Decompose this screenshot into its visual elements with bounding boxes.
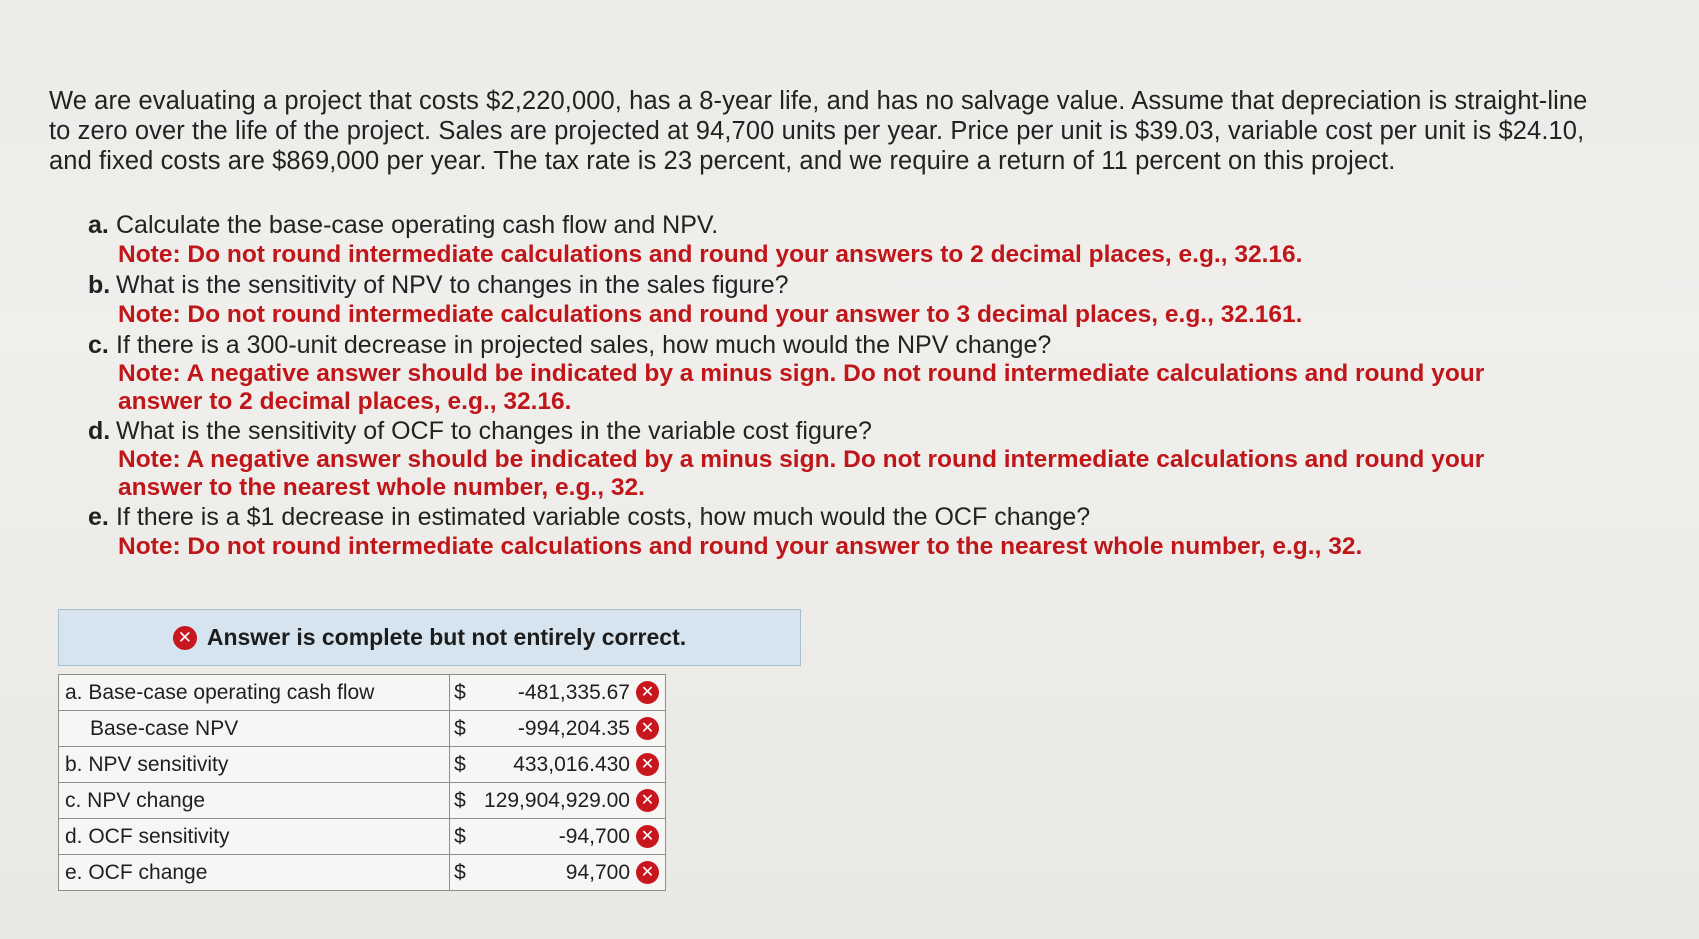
answer-cell[interactable] [450, 675, 666, 711]
table-row [59, 855, 666, 891]
answer-cell[interactable] [450, 855, 666, 891]
question-text: What is the sensitivity of OCF to changes in the variable cost figure? [116, 417, 872, 445]
row-label: d. OCF sensitivity [59, 819, 450, 855]
currency-symbol: $ [454, 860, 466, 884]
answer-value[interactable]: 129,904,929.00 [484, 788, 630, 812]
question-text: Calculate the base-case operating cash flow and NPV. [116, 211, 719, 239]
answer-value[interactable]: 94,700 [565, 860, 630, 884]
row-label: a. Base-case operating cash flow [59, 675, 450, 711]
incorrect-icon: ✕ [636, 681, 659, 704]
question-list [88, 210, 1588, 562]
answer-value[interactable]: -994,204.35 [517, 716, 630, 740]
row-label: b. NPV sensitivity [59, 747, 450, 783]
incorrect-icon: ✕ [636, 825, 659, 848]
question-e [88, 502, 1588, 562]
question-letter: a. [88, 211, 109, 239]
answer-value[interactable]: 433,016.430 [513, 752, 630, 776]
answer-table [58, 674, 666, 891]
currency-symbol: $ [454, 788, 466, 812]
currency-symbol: $ [454, 824, 466, 848]
row-label: e. OCF change [59, 855, 450, 891]
answer-value[interactable]: -481,335.67 [517, 680, 630, 704]
answer-cell[interactable] [450, 747, 666, 783]
answer-cell[interactable] [450, 819, 666, 855]
question-note: Note: A negative answer should be indicated by a minus sign. Do not round intermediate calculations and round your answer to the nearest whole number, e.g., 32. [118, 446, 1485, 501]
table-row [59, 747, 666, 783]
answer-cell[interactable] [450, 783, 666, 819]
table-row [59, 711, 666, 747]
answer-cell[interactable] [450, 711, 666, 747]
row-label: c. NPV change [59, 783, 450, 819]
question-note: Note: Do not round intermediate calculations and round your answer to 3 decimal places, e.g., 32.161. [118, 301, 1303, 328]
question-text: What is the sensitivity of NPV to changes in the sales figure? [116, 271, 789, 299]
question-text: If there is a 300-unit decrease in projected sales, how much would the NPV change? [116, 331, 1052, 359]
question-note: Note: A negative answer should be indicated by a minus sign. Do not round intermediate calculations and round your answer to 2 decimal places, e.g., 32.16. [118, 360, 1485, 415]
question-letter: c. [88, 331, 109, 359]
currency-symbol: $ [454, 752, 466, 776]
question-letter: b. [88, 271, 111, 299]
question-note: Note: Do not round intermediate calculations and round your answers to 2 decimal places, e.g., 32.16. [118, 241, 1303, 268]
incorrect-icon: ✕ [636, 789, 659, 812]
incorrect-icon: ✕ [636, 717, 659, 740]
question-text: If there is a $1 decrease in estimated variable costs, how much would the OCF change? [116, 503, 1091, 531]
question-b [88, 270, 1588, 330]
question-letter: e. [88, 503, 109, 531]
row-label: Base-case NPV [59, 711, 450, 747]
question-a [88, 210, 1588, 270]
question-d [88, 416, 1588, 502]
table-row [59, 675, 666, 711]
question-note: Note: Do not round intermediate calculations and round your answer to the nearest whole number, e.g., 32. [118, 533, 1363, 560]
currency-symbol: $ [454, 680, 466, 704]
question-letter: d. [88, 417, 111, 445]
x-circle-icon: ✕ [173, 626, 197, 650]
feedback-banner [58, 609, 801, 666]
table-row [59, 783, 666, 819]
table-row [59, 819, 666, 855]
question-c [88, 330, 1588, 416]
incorrect-icon: ✕ [636, 861, 659, 884]
incorrect-icon: ✕ [636, 753, 659, 776]
answer-value[interactable]: -94,700 [558, 824, 630, 848]
problem-intro: We are evaluating a project that costs $2,220,000, has a 8-year life, and has no salvage value. Assume that depreciation is straight-line to zero over the life of the project. Sales are projected at 94,700 units per year. Price per unit is $39.03, variable cost per unit is $24.10, and fixed costs are $869,000 per year. The tax rate is 23 percent, and we require a return of 11 percent on this project. [49, 87, 1588, 175]
feedback-text: Answer is complete but not entirely correct. [206, 624, 687, 650]
currency-symbol: $ [454, 716, 466, 740]
